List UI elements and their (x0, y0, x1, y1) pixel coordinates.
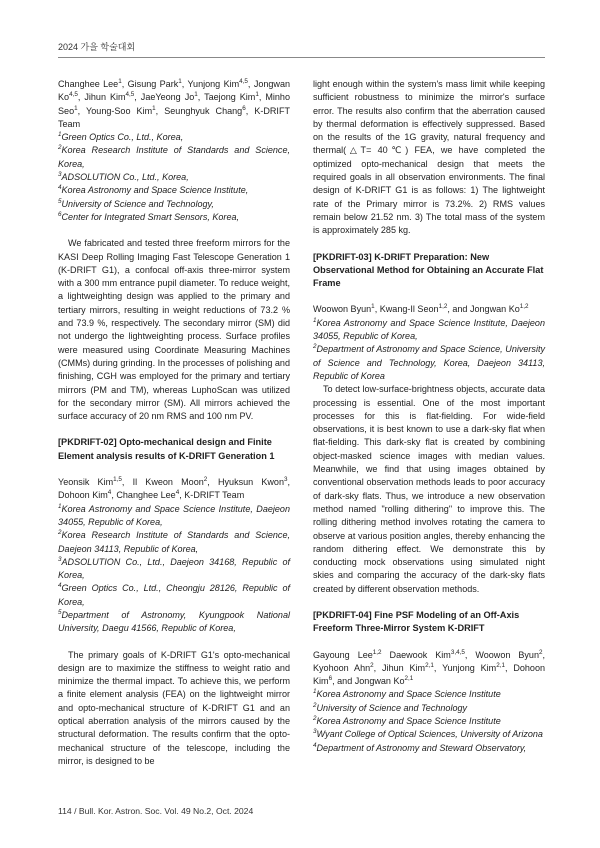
author-affiliation-mark: 2 (203, 476, 208, 484)
affiliation-text: Green Optics Co., Ltd., Korea, (61, 132, 184, 143)
author-separator: , (374, 304, 380, 315)
affiliation-number: 4 (58, 184, 62, 192)
author-name: Daewook Kim (389, 649, 451, 660)
affiliation-line (313, 688, 545, 701)
author-name: K-DRIFT Team (184, 490, 245, 501)
affiliation-number: 6 (58, 210, 62, 218)
affiliation-text: Department of Astronomy, Kyungpook National University, Daegu 41566, Republic of Korea, (58, 609, 290, 634)
author-affiliation-mark: 4 (107, 489, 112, 497)
affiliation-line (313, 317, 545, 344)
author-name: Gisung Park (127, 79, 179, 89)
author-name: Dohoon Kim (313, 662, 546, 687)
author-separator: , (121, 79, 128, 89)
author-separator: , and (332, 676, 355, 687)
affiliation-line (313, 728, 545, 741)
abs3-affiliations (313, 317, 545, 383)
author-name: Jongwan Ko (354, 676, 405, 687)
author-affiliation-mark: 2 (538, 648, 543, 656)
affiliation-number: 2 (58, 144, 62, 152)
affiliation-text: Wyant College of Optical Sciences, University of Arizona (316, 729, 543, 740)
author-name: JaeYeong Jo (140, 92, 195, 103)
affiliation-number: 2 (313, 343, 317, 351)
affiliation-line (58, 582, 290, 609)
abs2-authors (58, 476, 290, 503)
affiliation-text: Korea Astronomy and Space Science Institute, (61, 185, 249, 196)
author-affiliation-mark: 3,4,5 (450, 648, 465, 656)
abs3-title: [PKDRIFT-03] K-DRIFT Preparation: New Observational Method for Obtaining an Accurate Flat Frame (313, 251, 544, 289)
author-separator: , (121, 477, 133, 488)
affiliation-number: 3 (58, 171, 62, 179)
author-name: Minho Seo (58, 92, 290, 116)
affiliation-text: University of Science and Technology, (61, 198, 214, 209)
author-name: Kwang-Il Seon (379, 304, 439, 315)
author-affiliation-mark: 2,1 (425, 661, 434, 669)
author-name: Changhee Lee (116, 490, 176, 501)
affiliation-number: 1 (313, 688, 317, 696)
author-affiliation-mark: 1,2 (438, 303, 448, 311)
affiliation-text: Korea Astronomy and Space Science Institute (316, 689, 501, 700)
author-separator: , (179, 490, 185, 501)
author-affiliation-mark: 1 (178, 78, 182, 85)
author-separator: , (155, 105, 165, 116)
author-name: Jongwan Ko (58, 79, 291, 103)
affiliation-number: 5 (58, 608, 62, 616)
author-affiliation-mark: 1 (118, 78, 122, 85)
abs2-title: [PKDRIFT-02] Opto-mechanical design and Finite Element analysis results of K-DRIFT Generation 1 (58, 437, 275, 461)
affiliation-text: University of Science and Technology (316, 702, 468, 713)
abs1-authors (58, 78, 290, 131)
abs3-body: To detect low-surface-brightness objects, accurate data processing is essential. One of the most important processes for this is flat-fielding. For wide-field observations, it is best known to use a dark-sky flat when flat-fielding. This dark-sky flat is created by combining object-masked science images with median values. Meanwhile, we find that using images obtained by conventional observation methods leads to poor accuracy of dark-sky flats. Thus, we introduce a new observation method named "rolling dithering" to improve this. The rolling dithering method involves rotating the camera to observe at various position angles, thereby enhancing the random dithering effect. We demonstrate this by conducting mock observations using simulated night skies and comparing the accuracy of the dark-sky flats created by different observation methods. (313, 384, 545, 594)
header-rule (58, 57, 545, 58)
affiliation-line (58, 144, 290, 171)
author-affiliation-mark: 2,1 (404, 675, 414, 683)
author-name: Woowon Byun (475, 649, 539, 660)
running-head: 2024 가을 학술대회 (58, 42, 136, 52)
author-separator: , (433, 662, 443, 673)
affiliation-number: 2 (313, 715, 317, 723)
author-separator: , (197, 92, 205, 103)
author-separator: , (181, 79, 188, 89)
author-separator: , (111, 490, 117, 501)
abs1-affiliations (58, 131, 290, 224)
author-affiliation-mark: 4,5 (239, 78, 248, 85)
affiliation-number: 4 (313, 741, 317, 749)
author-name: K-DRIFT Team (58, 105, 290, 129)
abs2-affiliations (58, 503, 290, 636)
page-footer: 114 / Bull. Kor. Astron. Soc. Vol. 49 No.2, Oct. 2024 (58, 806, 254, 816)
affiliation-line (58, 184, 290, 197)
author-separator: , (247, 79, 254, 89)
author-affiliation-mark: 6 (242, 104, 246, 112)
author-affiliation-mark: 4,5 (69, 91, 78, 99)
affiliation-text: Green Optics Co., Ltd., Cheongju 28126, Republic of Korea, (58, 583, 290, 607)
author-separator: , (542, 649, 546, 660)
affiliation-number: 2 (58, 529, 62, 537)
affiliation-line (58, 131, 290, 144)
affiliation-line (58, 198, 290, 211)
author-separator: , (464, 649, 476, 660)
author-separator: , (134, 92, 141, 103)
author-affiliation-mark: 1,2 (372, 648, 382, 656)
affiliation-line (58, 529, 290, 556)
affiliation-line (58, 609, 290, 636)
author-name: Dohoon Kim (58, 490, 108, 501)
author-affiliation-mark: 1 (74, 104, 78, 112)
affiliation-number: 1 (58, 131, 62, 139)
affiliation-line (313, 702, 545, 715)
abs1-body: We fabricated and tested three freeform mirrors for the KASI Deep Rolling Imaging Fast Telescope Generation 1 (K-DRIFT G1), a confocal off-axis three-mirror system with a 300 mm entrance pupil diameter. To reduce weight, a lightweighting design was applied to the primary and tertiary mirrors, resulting in weight reductions of 73.2 % and 73.9 %, respectively. The secondary mirror (SM) did not undergo the lightweighting process. Surface profiles were measured using Coordinate Measuring Machines (CMMs) during grinding. In the processes of polishing and finishing, CGH was employed for the primary and tertiary mirrors (PM and TM), whereas LuphoScan was utilized for the secondary mirror (SM). All mirrors achieved the surface accuracy of 20 nm RMS and 100 nm PV. (58, 238, 290, 422)
affiliation-number: 4 (58, 582, 62, 590)
affiliation-text: Center for Integrated Smart Sensors, Korea, (61, 211, 240, 222)
affiliation-number: 1 (58, 502, 62, 510)
affiliation-line (58, 171, 290, 184)
abs2-continuation: light enough within the system's mass limit while keeping sufficient robustness to minimize the mirror's surface error. The results also confirm that the aberration caused by thermal deformation is effectively suppressed. Based on the results of the 1G gravity, natural frequency and thermal(△T= 40℃) FEA, we have completed the optimized opto-mechanical design that meets the required goals in all observation environments. The final design of K-DRIFT G1 is as follows: 1) The lightweight rate of the Primary mirror is 73.2%. 2) RMS values remain below 21.52 nm. 3) The total mass of the system is approximately 285 kg. (313, 79, 545, 236)
author-name: Jihun Kim (84, 92, 126, 103)
author-name: Young-Soo Kim (86, 105, 153, 116)
author-separator: , and (447, 304, 470, 315)
author-affiliation-mark: 6 (328, 675, 333, 683)
author-affiliation-mark: 1,5 (113, 476, 122, 484)
author-separator: , (258, 92, 266, 103)
author-affiliation-mark: 1 (194, 91, 198, 99)
author-affiliation-mark: 4,5 (125, 91, 135, 99)
affiliation-line (58, 556, 290, 583)
author-separator: , (77, 105, 87, 116)
author-separator: , (373, 662, 383, 673)
affiliation-text: Korea Research Institute of Standards and Science, Daejeon 34113, Republic of Korea, (58, 530, 290, 554)
affiliation-text: Department of Astronomy and Space Science, University of Science and Technology, Korea, Daejeon 34113, Republic of Korea (313, 344, 545, 381)
affiliation-text: ADSOLUTION Co., Ltd., Daejeon 34168, Republic of Korea, (58, 556, 290, 581)
author-name: Yunjong Kim (442, 662, 497, 673)
author-name: Changhee Lee (58, 79, 119, 89)
affiliation-text: Korea Astronomy and Space Science Institute (316, 716, 501, 727)
author-separator: , (287, 477, 291, 488)
affiliation-text: Korea Astronomy and Space Science Institute, Daejeon 34055, Republic of Korea, (58, 503, 290, 527)
author-name: Seunghyuk Chang (164, 105, 243, 116)
author-affiliation-mark: 1 (255, 91, 259, 99)
author-name: Kyohoon Ahn (313, 662, 371, 673)
author-separator: , (207, 477, 218, 488)
author-name: Yeonsik Kim (58, 477, 114, 488)
author-name: Hyuksun Kwon (217, 477, 284, 488)
affiliation-number: 5 (58, 197, 62, 205)
abs4-affiliations (313, 688, 545, 754)
affiliation-line (313, 715, 545, 728)
author-affiliation-mark: 1 (371, 303, 375, 311)
abs4-authors (313, 649, 545, 689)
affiliation-number: 2 (313, 701, 317, 709)
affiliation-line (58, 503, 290, 530)
left-column (58, 78, 290, 768)
author-affiliation-mark: 3 (284, 476, 288, 484)
affiliation-text: Korea Astronomy and Space Science Institute, Daejeon 34055, Republic of Korea, (313, 317, 545, 342)
affiliation-number: 3 (58, 555, 62, 563)
author-affiliation-mark: 1,2 (519, 303, 529, 311)
author-separator: , (245, 105, 255, 116)
author-name: Gayoung Lee (313, 649, 373, 660)
affiliation-number: 1 (313, 316, 317, 324)
affiliation-text: Korea Research Institute of Standards and Science, Korea, (58, 145, 290, 169)
affiliation-line (313, 742, 545, 755)
author-name: Il Kweon Moon (132, 477, 204, 488)
affiliation-line (58, 211, 290, 224)
affiliation-text: ADSOLUTION Co., Ltd., Korea, (61, 172, 189, 183)
author-separator: , (504, 662, 514, 673)
author-separator (382, 650, 390, 660)
author-affiliation-mark: 4 (175, 489, 180, 497)
affiliation-line (313, 343, 545, 383)
affiliation-text: Department of Astronomy and Steward Observatory, (316, 742, 527, 753)
author-affiliation-mark: 1 (152, 104, 156, 112)
author-affiliation-mark: 2 (370, 661, 374, 669)
author-separator: , (77, 92, 85, 103)
abs4-title: [PKDRIFT-04] Fine PSF Modeling of an Off-Axis Freeform Three-Mirror System K-DRIFT (313, 609, 520, 634)
affiliation-number: 3 (313, 728, 317, 736)
abs2-body: The primary goals of K-DRIFT G1's opto-mechanical design are to maximize the stiffness to weight ratio and minimize the thermal impact. To achieve this, we perform a finite element analysis (FEA) on the lightweight mirror and opto-mechanical structure of K-DRIFT G1 and an optical aberration analysis of the mirrors caused by the structural deformation. The results confirm that the opto-mechanical structure of the telescope, including the mirror, is designed to be (58, 649, 290, 766)
author-name: Jongwan Ko (469, 304, 520, 315)
author-name: Woowon Byun (313, 304, 372, 315)
author-name: Yunjong Kim (187, 79, 240, 89)
right-column (313, 78, 545, 755)
author-name: Taejong Kim (204, 92, 256, 103)
abs3-authors (313, 303, 545, 316)
author-affiliation-mark: 2,1 (496, 661, 505, 669)
author-name: Jihun Kim (382, 662, 426, 673)
